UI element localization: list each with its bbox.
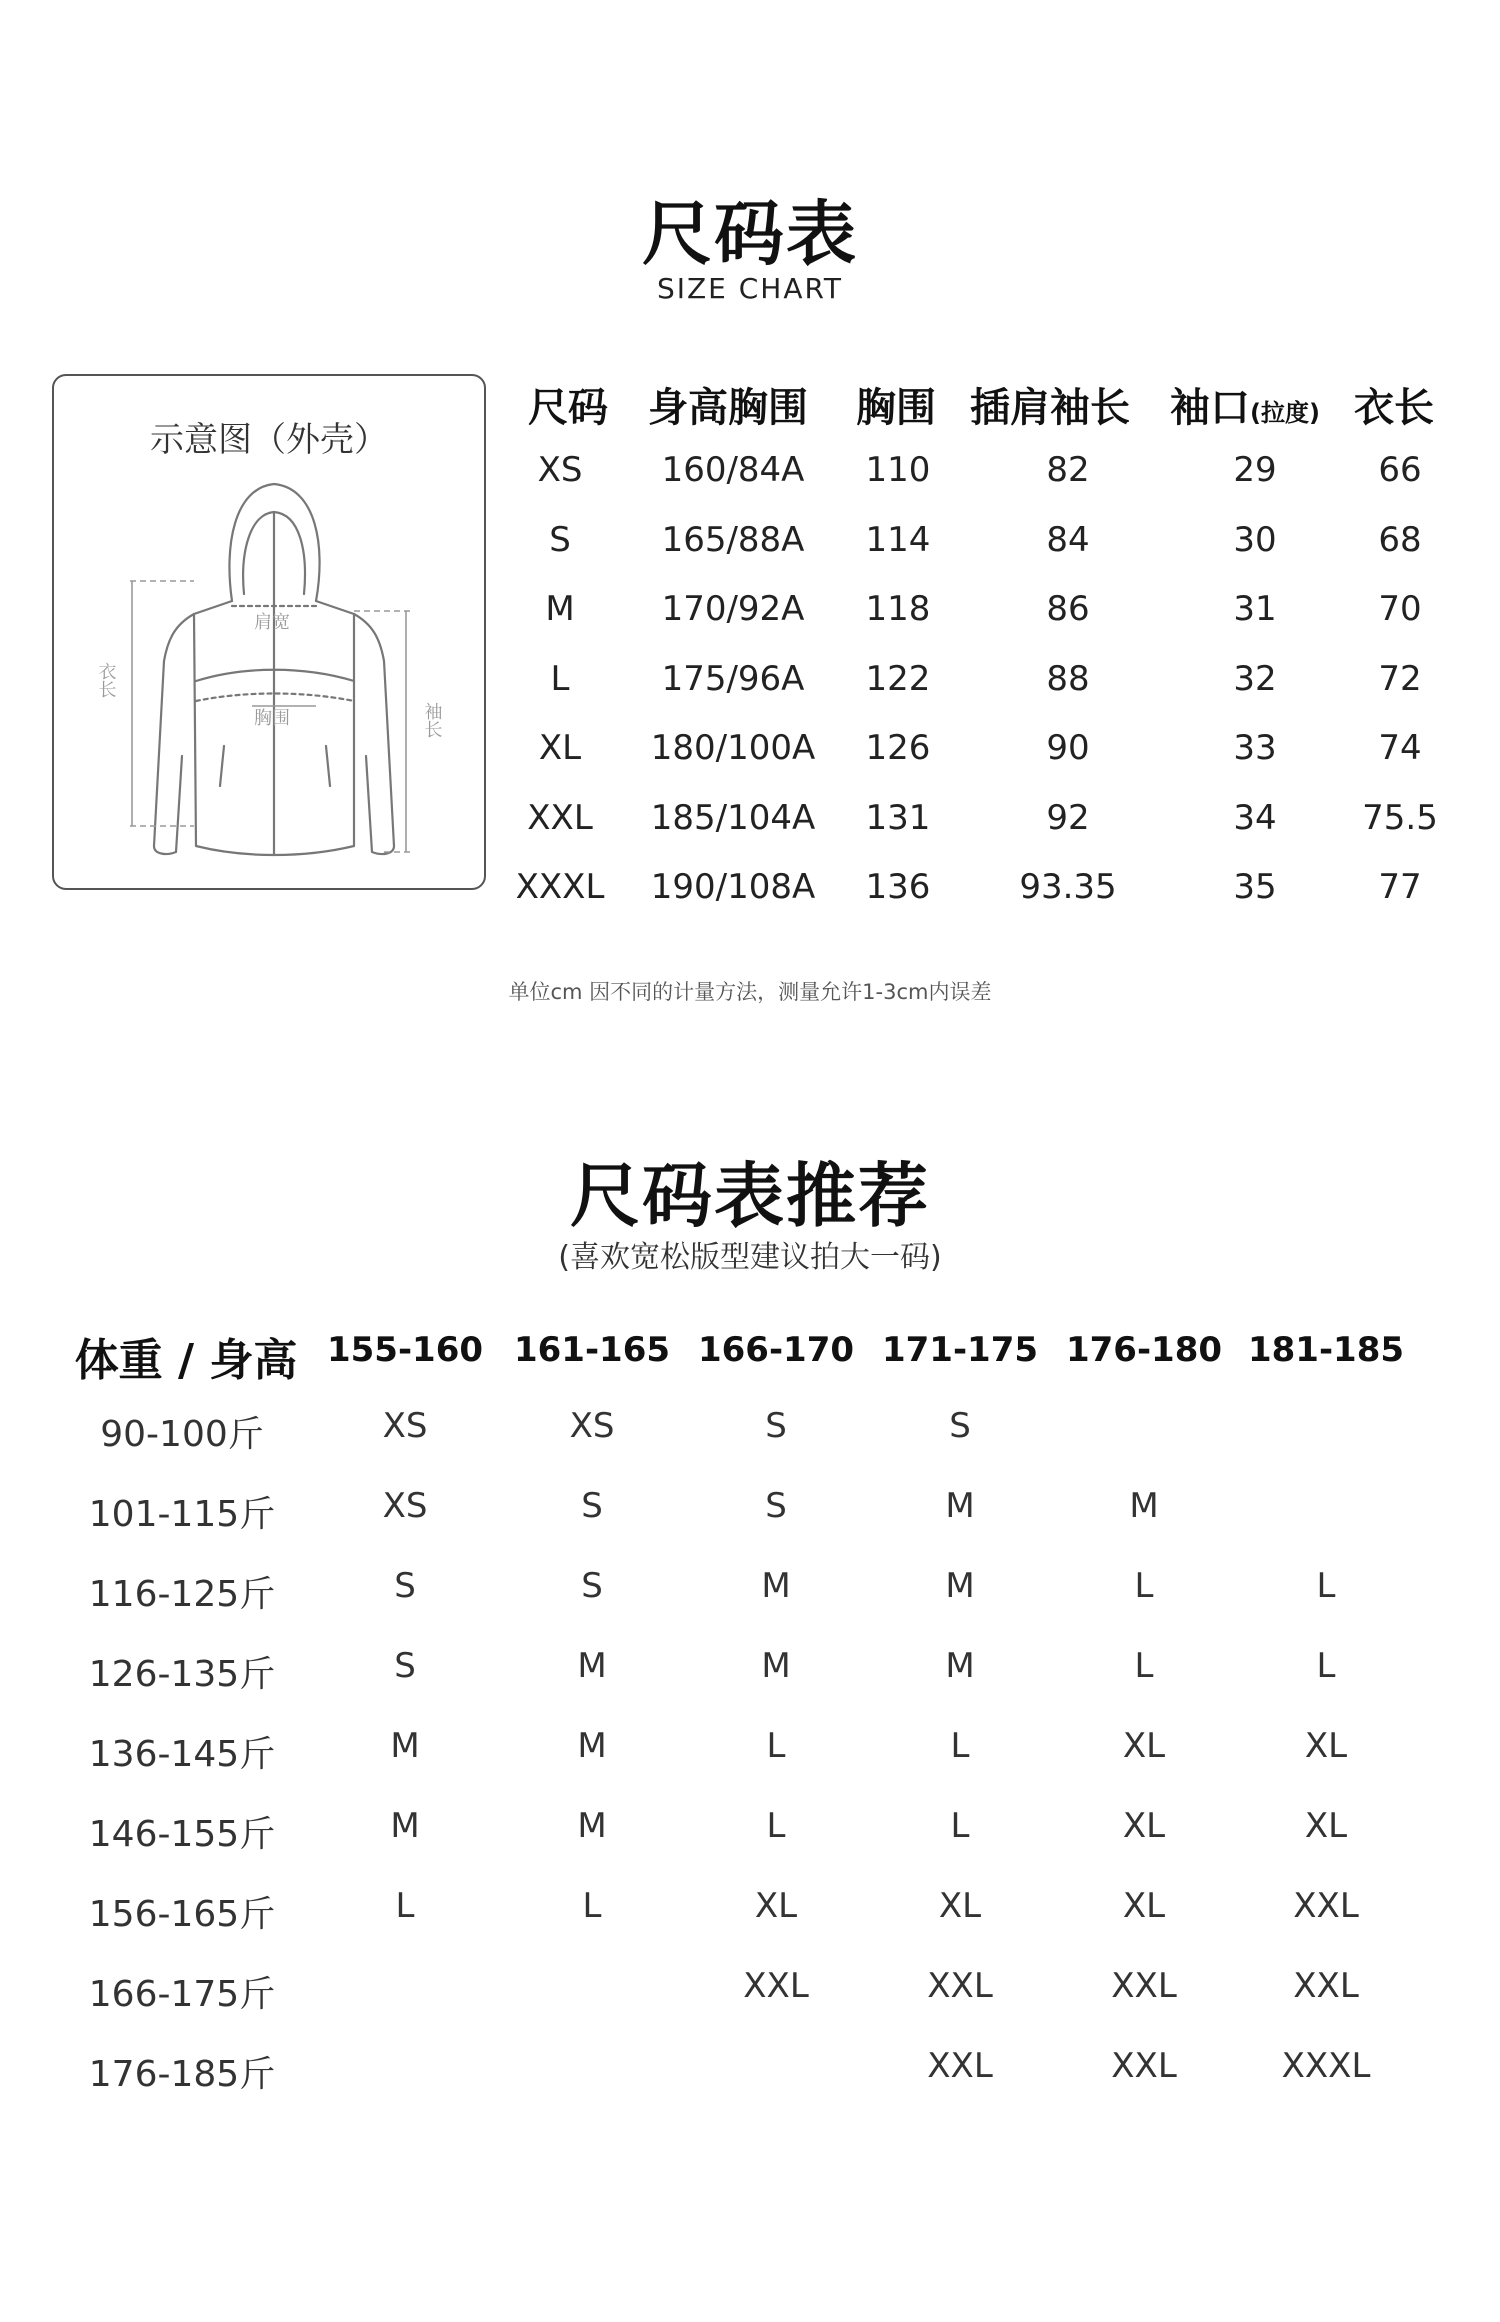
recommended-size-cell: XL [1304, 1726, 1348, 1766]
measurement-note: 单位cm 因不同的计量方法，测量允许1-3cm内误差 [508, 980, 992, 1004]
size-chart-cell: 180/100A [650, 728, 816, 768]
size-chart-cell: 114 [865, 519, 931, 560]
size-chart-cell: 66 [1378, 450, 1422, 490]
header-height-chest: 身高胸围 [648, 385, 808, 431]
length-label: 衣长 [95, 662, 117, 698]
recommended-size-cell: S [581, 1486, 603, 1526]
weight-label: 176-185斤 [88, 2054, 276, 2095]
size-chart-cell: 88 [1046, 658, 1090, 699]
recommended-size-cell: XXXL [1281, 2046, 1371, 2086]
size-chart-cell: 84 [1046, 519, 1090, 560]
recommended-size-cell: XL [1304, 1806, 1348, 1846]
size-chart-cell: XS [537, 450, 583, 490]
height-header: 176-180 [1065, 1330, 1223, 1370]
recommended-size-cell: XL [1122, 1726, 1166, 1766]
recommended-size-cell: S [949, 1406, 971, 1446]
size-chart-cell: 34 [1233, 797, 1277, 838]
sleeve-label: 袖长 [421, 702, 443, 738]
diagram-title: 示意图（外壳） [150, 420, 388, 460]
recommended-size-cell: M [761, 1566, 791, 1606]
recommended-size-cell: M [390, 1806, 420, 1846]
size-chart-subtitle: SIZE CHART [656, 272, 844, 305]
size-chart-cell: 165/88A [661, 519, 805, 560]
recommended-size-cell: S [394, 1566, 416, 1606]
size-chart-title: 尺码表 [642, 193, 858, 275]
recommended-size-cell: M [390, 1726, 420, 1766]
recommended-size-cell: S [394, 1646, 416, 1686]
size-chart-cell: 72 [1378, 658, 1422, 699]
recommended-size-cell: M [577, 1646, 607, 1686]
header-length: 衣长 [1354, 385, 1434, 431]
recommended-size-cell: XXL [1111, 1966, 1177, 2006]
shoulder-label: 肩宽 [254, 612, 290, 633]
size-chart-cell: 31 [1233, 589, 1277, 629]
size-chart-cell: XXL [527, 797, 593, 838]
size-chart-cell: 33 [1233, 728, 1277, 768]
recommended-size-cell: L [582, 1886, 602, 1926]
size-chart-cell: 30 [1233, 519, 1277, 560]
size-chart-cell: 90 [1046, 728, 1090, 768]
recommended-size-cell: L [766, 1726, 786, 1766]
height-header: 155-160 [326, 1330, 484, 1370]
header-cuff-label: 袖口 [1170, 385, 1250, 431]
weight-label: 136-145斤 [88, 1734, 276, 1775]
size-chart-cell: 92 [1046, 797, 1090, 838]
size-chart-cell: 190/108A [650, 867, 816, 907]
header-size: 尺码 [528, 385, 608, 431]
size-chart-cell: 118 [865, 589, 931, 629]
recommended-size-cell: M [945, 1566, 975, 1606]
recommend-subtitle: (喜欢宽松版型建议拍大一码) [558, 1240, 942, 1275]
size-chart-cell: 160/84A [661, 450, 805, 490]
recommended-size-cell: XXL [1293, 1886, 1359, 1926]
weight-label: 146-155斤 [88, 1814, 276, 1855]
header-cuff-note: (拉度) [1250, 399, 1320, 427]
recommended-size-cell: L [950, 1726, 970, 1766]
size-chart-cell: 70 [1378, 589, 1422, 629]
recommended-size-cell: XL [938, 1886, 982, 1926]
weight-label: 116-125斤 [88, 1574, 276, 1615]
weight-label: 90-100斤 [100, 1414, 264, 1455]
recommended-size-cell: XXL [927, 1966, 993, 2006]
weight-height-header: 体重 / 身高 [74, 1335, 298, 1386]
size-chart-cell: 82 [1046, 450, 1090, 490]
recommended-size-cell: M [945, 1486, 975, 1526]
size-chart-cell: 93.35 [1019, 867, 1117, 907]
recommended-size-cell: S [765, 1486, 787, 1526]
recommended-size-cell: S [765, 1406, 787, 1446]
recommended-size-cell: L [1134, 1566, 1154, 1606]
size-chart-cell: 110 [865, 450, 931, 490]
height-header: 181-185 [1247, 1330, 1405, 1370]
size-chart-cell: S [549, 519, 571, 560]
hooded-jacket-icon [54, 376, 484, 888]
recommended-size-cell: L [950, 1806, 970, 1846]
weight-label: 101-115斤 [88, 1494, 276, 1535]
recommended-size-cell: XXL [927, 2046, 993, 2086]
height-header: 166-170 [697, 1330, 855, 1370]
size-chart-cell: 122 [865, 658, 931, 699]
size-chart-cell: 75.5 [1362, 797, 1438, 838]
weight-label: 156-165斤 [88, 1894, 276, 1935]
recommended-size-cell: L [395, 1886, 415, 1926]
recommended-size-cell: S [581, 1566, 603, 1606]
recommended-size-cell: XXL [743, 1966, 809, 2006]
header-chest: 胸围 [856, 385, 936, 431]
size-chart-cell: 86 [1046, 589, 1090, 629]
recommended-size-cell: L [1316, 1566, 1336, 1606]
garment-diagram [52, 374, 486, 890]
size-chart-cell: XL [538, 728, 582, 768]
recommended-size-cell: XXL [1111, 2046, 1177, 2086]
size-chart-cell: 175/96A [661, 658, 805, 699]
recommended-size-cell: L [1316, 1646, 1336, 1686]
recommended-size-cell: M [577, 1726, 607, 1766]
size-chart-cell: 68 [1378, 519, 1422, 560]
size-chart-cell: 136 [865, 867, 931, 907]
size-chart-cell: XXXL [515, 867, 605, 907]
recommended-size-cell: M [1129, 1486, 1159, 1526]
header-sleeve-length: 插肩袖长 [970, 385, 1130, 431]
recommended-size-cell: XL [754, 1886, 798, 1926]
size-chart-cell: M [545, 589, 575, 629]
recommended-size-cell: XS [382, 1406, 428, 1446]
size-chart-cell: 35 [1233, 867, 1277, 907]
recommended-size-cell: M [945, 1646, 975, 1686]
size-chart-cell: 185/104A [650, 797, 816, 838]
size-chart-cell: 131 [865, 797, 931, 838]
size-chart-cell: 29 [1233, 450, 1277, 490]
size-chart-cell: 126 [865, 728, 931, 768]
size-chart-cell: 32 [1233, 658, 1277, 699]
recommended-size-cell: XS [569, 1406, 615, 1446]
recommended-size-cell: XL [1122, 1806, 1166, 1846]
height-header: 171-175 [881, 1330, 1039, 1370]
recommended-size-cell: M [761, 1646, 791, 1686]
height-header: 161-165 [513, 1330, 671, 1370]
weight-label: 166-175斤 [88, 1974, 276, 2015]
weight-label: 126-135斤 [88, 1654, 276, 1695]
size-chart-cell: 77 [1378, 867, 1422, 907]
recommended-size-cell: XL [1122, 1886, 1166, 1926]
size-chart-cell: 74 [1378, 728, 1422, 768]
size-chart-cell: L [550, 658, 570, 699]
recommended-size-cell: L [766, 1806, 786, 1846]
recommended-size-cell: XXL [1293, 1966, 1359, 2006]
recommended-size-cell: M [577, 1806, 607, 1846]
recommended-size-cell: XS [382, 1486, 428, 1526]
chest-label: 胸围 [254, 708, 290, 729]
recommended-size-cell: L [1134, 1646, 1154, 1686]
recommend-title: 尺码表推荐 [570, 1155, 930, 1237]
header-cuff [1170, 376, 1320, 433]
size-chart-cell: 170/92A [661, 589, 805, 629]
